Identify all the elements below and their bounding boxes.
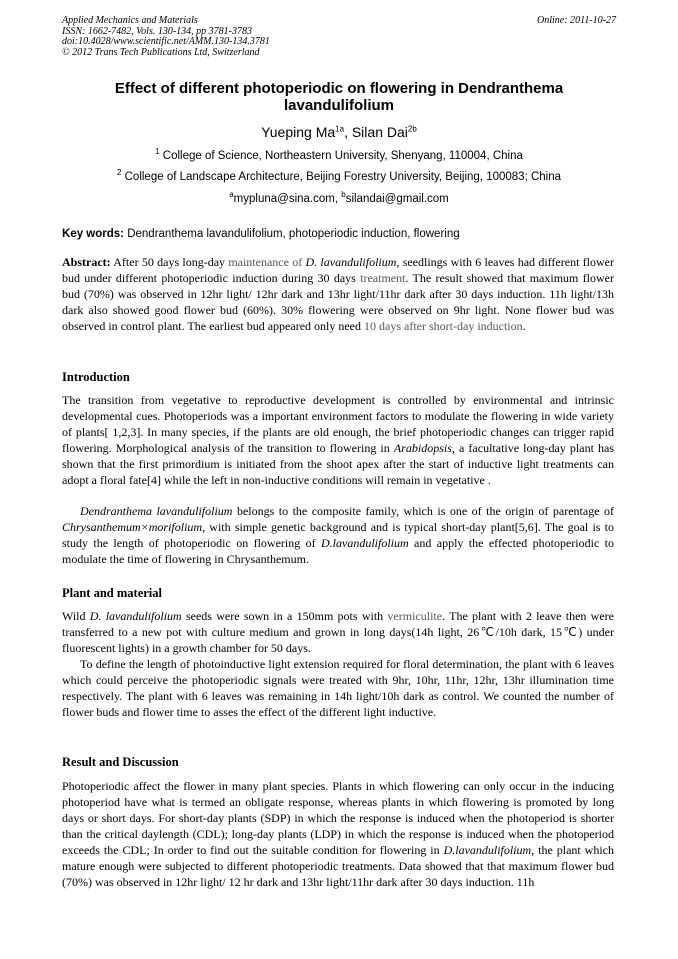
body-text: The transition from vegetative to reproductive development is controlled by environmental and intrinsic developmental cues. Photoperiods was a important environment factors to modulate the flowering in wide variety of plants[ 1,2,3]. In many species, if the plants are old enough, the brief photoperiodic changes can trigger rapid flowering. Morphological analysis of the transition to flowering in — [62, 393, 614, 455]
species-name: D. lavandulifolium — [305, 255, 397, 269]
body-text: and apply the effected photoperiodic to modulate the time of flowering in Chrysanthemum. — [62, 536, 615, 566]
species-name: D.lavandulifolium — [443, 843, 532, 857]
species-name: Dendranthema lavandulifolium — [80, 504, 233, 518]
email-link[interactable]: mypluna@sina.com — [233, 193, 335, 205]
abstract-text: , seedlings with 6 leaves had different flower bud under different photoperiodic induction during 30 days — [62, 255, 614, 285]
author-superscript: 2b — [407, 124, 417, 134]
section-heading-results: Result and Discussion — [62, 755, 179, 769]
author-line — [62, 124, 616, 140]
plant-paragraph-1 — [62, 608, 614, 656]
email-superscript: a — [229, 190, 234, 200]
body-text: To define the length of photoinductive light extension required for floral determination, the plant with 6 leaves which could perceive the photoperiodic signals were treated with 9hr, 10hr, 11hr, 12hr, 13hr illumination time respectively. The plant with 6 leaves was remaining in 14h light/10h dark as control. We counted the number of flower buds and flower time to asses the effect of the different light inductive. — [62, 657, 614, 719]
author-name: Yueping Ma — [261, 124, 336, 140]
author-name: Silan Dai — [351, 124, 408, 140]
affiliation-text: College of Science, Northeastern University, Shenyang, 110004, China — [162, 150, 523, 162]
affiliation-superscript: 2 — [116, 168, 122, 178]
email-superscript: b — [341, 190, 346, 200]
species-name: Chrysanthemum×morifolium — [62, 520, 203, 534]
email-link[interactable]: silandai@gmail.com — [345, 193, 449, 205]
results-paragraph-1 — [62, 778, 614, 890]
species-name: D.lavandulifolium — [321, 536, 409, 550]
plant-paragraph-2 — [62, 656, 614, 720]
abstract-text: . The result showed that maximum flower bud (70%) was observed in 12hr light/ 12hr dark and 13hr light/11hr dark after 30 days induction. 11h light/13h dark also showed good flower bud (60%). 30% flowering were observed on 9hr light. None flower bud was observed in control plant. The earliest bud appeared only need — [62, 271, 614, 333]
species-name: Arabidopsis — [393, 441, 452, 455]
body-text: , with simple genetic background and is typical short-day plant[5,6]. The goal is to study the length of photoperiodic on flowering of — [62, 520, 614, 550]
abstract-text: 10 days after short-day induction — [364, 319, 523, 333]
abstract-label: Abstract: — [62, 255, 111, 269]
species-name: D. lavandulifolium — [89, 609, 182, 623]
affiliation-2 — [62, 168, 616, 183]
abstract-text: . — [522, 319, 526, 333]
affiliation-1 — [62, 147, 616, 162]
abstract-text: After 50 days long-day — [113, 255, 229, 269]
email-separator: , — [334, 193, 342, 205]
body-text: belongs to the composite family, which is one of the origin of parentage of — [232, 504, 615, 518]
keywords-label: Key words: — [62, 228, 124, 240]
intro-paragraph-1 — [62, 392, 614, 488]
abstract-text: treatment — [360, 271, 406, 285]
body-text: , a facultative long-day plant has shown that the first primordium is initiated from the shoot apex after the start of inductive light treatments can adopt a floral fate[4] while the left in non-inductive conditions will remain in vegetative . — [62, 441, 615, 487]
body-text: . The plant with 2 leave then were transferred to a new pot with culture medium and grown in long days(14h light, 26℃/10h dark, 15℃) under fluorescent lights) in a growth chamber for 50 days. — [62, 609, 614, 655]
keywords-line — [62, 228, 616, 240]
online-date: Online: 2011-10-27 — [537, 15, 616, 26]
body-text: Wild — [62, 609, 90, 623]
copyright-line: © 2012 Trans Tech Publications Ltd, Switzerland — [62, 46, 260, 58]
abstract-paragraph — [62, 254, 614, 334]
paper-title: Effect of different photoperiodic on flowering in Dendranthema lavandulifolium — [114, 80, 564, 114]
affiliation-text: College of Landscape Architecture, Beijing Forestry University, Beijing, 100083; China — [124, 171, 562, 183]
affiliation-superscript: 1 — [155, 147, 160, 157]
abstract-text: maintenance of — [228, 255, 303, 269]
body-text: seeds were sown in a 150mm pots with — [181, 609, 388, 623]
body-text: vermiculite — [387, 609, 443, 623]
journal-name: Applied Mechanics and Materials — [62, 15, 198, 26]
author-emails — [62, 190, 616, 205]
journal-header — [62, 16, 616, 58]
section-heading-introduction: Introduction — [62, 370, 130, 384]
author-superscript: 1a — [335, 124, 345, 134]
doi-line: doi:10.4028/www.scientific.net/AMM.130-134.3781 — [62, 36, 270, 47]
keywords-text: Dendranthema lavandulifolium, photoperiodic induction, flowering — [127, 228, 460, 240]
author-separator: , — [344, 124, 352, 140]
body-text: Photoperiodic affect the flower in many plant species. Plants in which flowering can only occur in the inducing photoperiod have what is termed an obligate response, whereas plants in which flowering is promoted by long days or short days. For short-day plants (SDP) in which the response is induced when the photoperiod is shorter than the critical daylength (CDL); long-day plants (LDP) in which the response is induced when the photoperiod exceeds the CDL; In order to find out the suitable condition for flowering in — [62, 779, 614, 857]
issn-line: ISSN: 1662-7482, Vols. 130-134, pp 3781-3783 — [62, 25, 252, 37]
body-text: , the plant which mature enough were subjected to different photoperiodic treatments. Data showed that that maximum flower bud (70%) was observed in 12hr light/ 12 hr dark and 13hr light/11hr dark after 30 days induction. 11h — [62, 843, 614, 889]
intro-paragraph-2 — [62, 503, 614, 567]
section-heading-plant-material: Plant and material — [62, 586, 162, 600]
